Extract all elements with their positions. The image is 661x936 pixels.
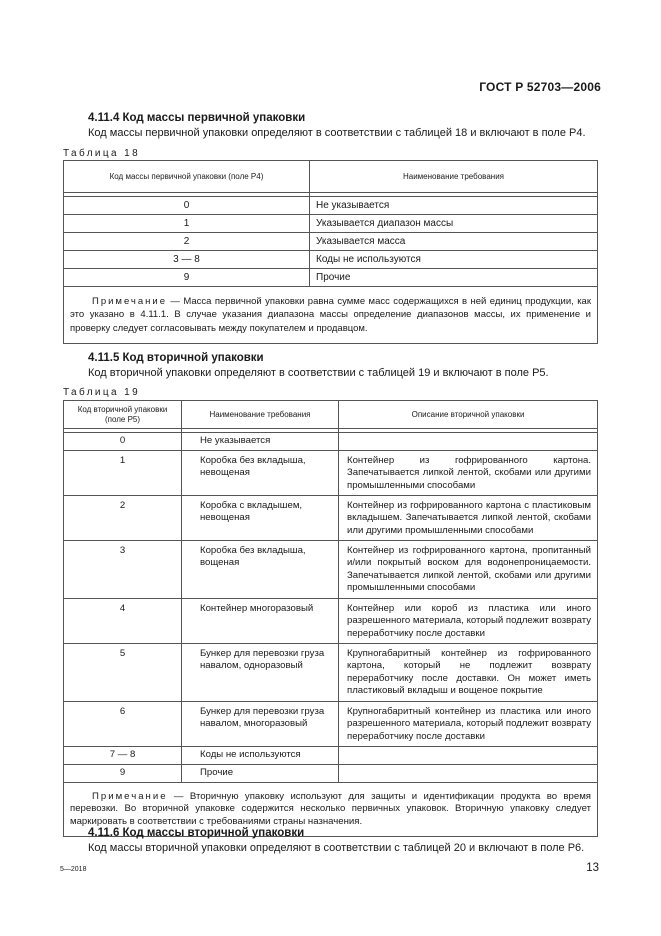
table-row (64, 215, 598, 233)
name-cell: Коробка с вкладышем, невощеная (182, 496, 339, 541)
code-cell: 6 (64, 702, 182, 747)
table-19-header-name: Наименование требования (182, 401, 339, 429)
name-cell: Не указывается (310, 197, 598, 215)
footer-code: 5—2018 (60, 866, 87, 873)
table-18-note-row (64, 287, 598, 344)
table-18-header-code: Код массы первичной упаковки (поле Р4) (64, 161, 310, 193)
name-cell: Прочие (310, 269, 598, 287)
desc-cell: Крупногабаритный контейнер из пластика или иного разрешенного материала, который подлежит возврату переработчику после доставки (339, 702, 598, 747)
desc-cell: Контейнер из гофрированного картона, пропитанный и/или покрытый воском для водонепроницаемости. Запечатывается липкой лентой, скобами или другими промышленными способами (339, 541, 598, 599)
name-cell: Коробка без вкладыша, вощеная (182, 541, 339, 599)
code-cell: 3 (64, 541, 182, 599)
code-cell: 9 (64, 765, 182, 783)
table-row (64, 433, 598, 451)
table-19-label: Таблица 19 (63, 387, 141, 398)
desc-cell: Контейнер или короб из пластика или иного разрешенного материала, который подлежит возврату переработчику после доставки (339, 599, 598, 644)
table-row (64, 541, 598, 599)
name-cell: Прочие (182, 765, 339, 783)
table-row (64, 269, 598, 287)
table-row (64, 233, 598, 251)
code-cell: 7 — 8 (64, 747, 182, 765)
note-label: Примечание (92, 296, 167, 307)
desc-cell (339, 433, 598, 451)
name-cell: Бункер для перевозки груза навалом, многоразовый (182, 702, 339, 747)
section-4-11-5-title: 4.11.5 Код вторичной упаковки (88, 352, 264, 364)
code-cell: 5 (64, 644, 182, 702)
code-cell: 2 (64, 496, 182, 541)
desc-cell: Контейнер из гофрированного картона. Запечатывается липкой лентой, скобами или другими промышленными способами (339, 451, 598, 496)
section-4-11-6-text: Код массы вторичной упаковки определяют в соответствии с таблицей 20 и включают в поле Р6. (88, 842, 585, 854)
code-cell: 4 (64, 599, 182, 644)
name-cell: Контейнер многоразовый (182, 599, 339, 644)
table-18-note (64, 287, 598, 344)
desc-cell: Крупногабаритный контейнер из гофрированного картона, который не подлежит возврату переработчику после доставки. Он может иметь пластиковый вкладыш и вощеное покрытие (339, 644, 598, 702)
table-18-header-name: Наименование требования (310, 161, 598, 193)
table-18-label: Таблица 18 (63, 148, 141, 159)
code-cell: 0 (64, 197, 310, 215)
desc-cell (339, 765, 598, 783)
name-cell: Не указывается (182, 433, 339, 451)
code-cell: 3 — 8 (64, 251, 310, 269)
table-row (64, 765, 598, 783)
section-4-11-6-title: 4.11.6 Код массы вторичной упаковки (88, 827, 305, 839)
code-cell: 0 (64, 433, 182, 451)
standard-header: ГОСТ Р 52703—2006 (479, 80, 601, 94)
page-number: 13 (586, 862, 599, 874)
section-4-11-4-text: Код массы первичной упаковки определяют в соответствии с таблицей 18 и включают в поле Р4. (88, 127, 586, 139)
code-cell: 2 (64, 233, 310, 251)
table-row (64, 702, 598, 747)
table-row (64, 496, 598, 541)
desc-cell: Контейнер из гофрированного картона с пластиковым вкладышем. Запечатывается липкой лентой, скобами или другими промышленными способами (339, 496, 598, 541)
table-row (64, 747, 598, 765)
table-18 (63, 160, 598, 344)
name-cell: Коды не используются (310, 251, 598, 269)
note-label: Примечание (92, 791, 168, 802)
code-cell: 9 (64, 269, 310, 287)
table-row (64, 644, 598, 702)
desc-cell (339, 747, 598, 765)
note-text: — Масса первичной упаковки равна сумме масс содержащихся в ней единиц продукции, как это указано в 4.11.1. В случае указания диапазона массы определение диапазонов массы, их применение и проверку следует согласовывать между покупателем и продавцом. (70, 296, 591, 334)
name-cell: Указывается диапазон массы (310, 215, 598, 233)
name-cell: Бункер для перевозки груза навалом, одноразовый (182, 644, 339, 702)
table-row (64, 599, 598, 644)
name-cell: Коробка без вкладыша, невощеная (182, 451, 339, 496)
section-4-11-5-text: Код вторичной упаковки определяют в соответствии с таблицей 19 и включают в поле Р5. (88, 367, 549, 379)
table-row (64, 251, 598, 269)
name-cell: Коды не используются (182, 747, 339, 765)
name-cell: Указывается масса (310, 233, 598, 251)
table-row (64, 451, 598, 496)
table-19-header-desc: Описание вторичной упаковки (339, 401, 598, 429)
table-19 (63, 400, 598, 837)
note-text: — Вторичную упаковку используют для защиты и идентификации продукта во время перевозки. Во вторичной упаковке содержится несколько первичных упаковок. Вторичную упаковку следует маркировать в соответствии с требованиями страны назначения. (70, 791, 591, 827)
code-cell: 1 (64, 215, 310, 233)
section-4-11-4-title: 4.11.4 Код массы первичной упаковки (88, 112, 306, 124)
table-row (64, 197, 598, 215)
table-19-header-code: Код вторичной упаковки (поле Р5) (64, 401, 182, 429)
code-cell: 1 (64, 451, 182, 496)
